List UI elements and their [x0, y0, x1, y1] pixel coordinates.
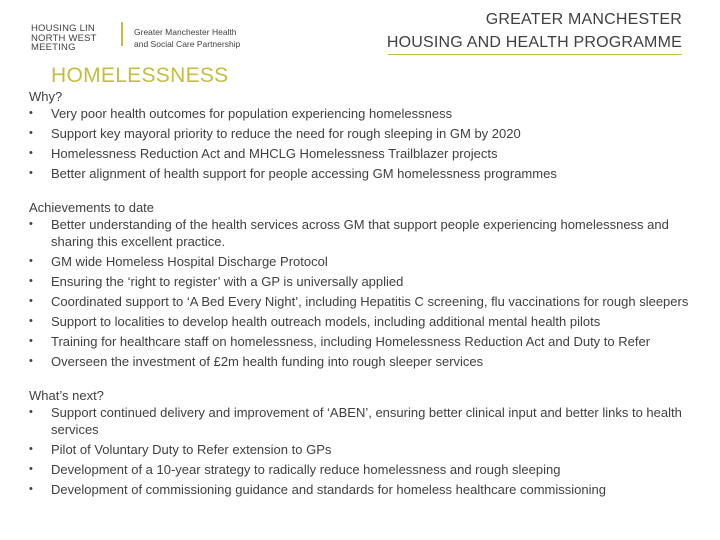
page-title: HOMELESSNESS — [51, 64, 229, 87]
list-item — [29, 145, 701, 162]
list-item-text: Homelessness Reduction Act and MHCLG Homelessness Trailblazer projects — [51, 146, 498, 161]
section-why — [29, 88, 701, 182]
list-item — [29, 441, 701, 458]
bullet-icon: • — [29, 463, 33, 475]
list-item-text: Support key mayoral priority to reduce the need for rough sleeping in GM by 2020 — [51, 126, 521, 141]
section-heading: Why? — [29, 89, 63, 104]
list-item — [29, 481, 701, 498]
programme-line: GREATER MANCHESTER — [485, 11, 682, 28]
list-item-text: Better understanding of the health services across GM that support people experiencing homelessness and sharing this excellent practice. — [51, 217, 669, 249]
list-item — [29, 404, 701, 438]
logo-divider — [121, 22, 123, 46]
list-item — [29, 313, 701, 330]
list-item-text: Overseen the investment of £2m health funding into rough sleeper services — [51, 354, 484, 369]
list-item — [29, 216, 701, 250]
housing-lin-logo — [31, 24, 97, 53]
list-item — [29, 353, 701, 370]
list-item — [29, 293, 701, 310]
partner-line: Greater Manchester Health — [134, 27, 237, 37]
bullet-icon: • — [29, 107, 33, 119]
bullet-icon: • — [29, 355, 33, 367]
logo-line: NORTH WEST — [31, 32, 97, 44]
bullet-icon: • — [29, 167, 33, 179]
bullet-list — [29, 105, 701, 182]
bullet-icon: • — [29, 335, 33, 347]
bullet-icon: • — [29, 295, 33, 307]
bullet-icon: • — [29, 275, 33, 287]
list-item — [29, 333, 701, 350]
bullet-list — [29, 216, 701, 370]
programme-title — [387, 8, 682, 54]
section-whats-next — [29, 387, 701, 498]
bullet-icon: • — [29, 255, 33, 267]
bullet-list — [29, 404, 701, 498]
partner-line: and Social Care Partnership — [134, 39, 241, 49]
list-item — [29, 273, 701, 290]
logo-line: HOUSING LIN — [31, 23, 95, 34]
logo-line: MEETING — [31, 42, 76, 53]
bullet-icon: • — [29, 443, 33, 455]
list-item-text: GM wide Homeless Hospital Discharge Protocol — [51, 254, 328, 269]
list-item-text: Better alignment of health support for people accessing GM homelessness programmes — [51, 166, 557, 181]
bullet-icon: • — [29, 483, 33, 495]
list-item — [29, 253, 701, 270]
bullet-icon: • — [29, 147, 33, 159]
header-rule — [388, 54, 682, 55]
section-heading: What’s next? — [29, 388, 104, 403]
programme-line: HOUSING AND HEALTH PROGRAMME — [386, 34, 682, 51]
list-item — [29, 125, 701, 142]
bullet-icon: • — [29, 218, 33, 230]
list-item — [29, 461, 701, 478]
list-item-text: Support to localities to develop health outreach models, including additional mental health pilots — [51, 314, 601, 329]
section-heading: Achievements to date — [29, 200, 155, 215]
partnership-logo — [134, 26, 240, 50]
list-item-text: Pilot of Voluntary Duty to Refer extension to GPs — [51, 442, 332, 457]
list-item-text: Coordinated support to ‘A Bed Every Night’, including Hepatitis C screening, flu vaccinations for rough sleepers — [51, 294, 689, 309]
section-achievements — [29, 199, 701, 370]
list-item — [29, 105, 701, 122]
bullet-icon: • — [29, 406, 33, 418]
bullet-icon: • — [29, 315, 33, 327]
list-item-text: Development of a 10-year strategy to radically reduce homelessness and rough sleeping — [51, 462, 561, 477]
list-item — [29, 165, 701, 182]
list-item-text: Ensuring the ‘right to register’ with a GP is universally applied — [51, 274, 404, 289]
list-item-text: Support continued delivery and improvement of ‘ABEN’, ensuring better clinical input and better links to health services — [51, 405, 682, 437]
slide-content — [29, 88, 701, 501]
list-item-text: Development of commissioning guidance and standards for homeless healthcare commissioning — [51, 482, 606, 497]
bullet-icon: • — [29, 127, 33, 139]
list-item-text: Training for healthcare staff on homelessness, including Homelessness Reduction Act and Duty to Refer — [51, 334, 651, 349]
list-item-text: Very poor health outcomes for population experiencing homelessness — [51, 106, 453, 121]
